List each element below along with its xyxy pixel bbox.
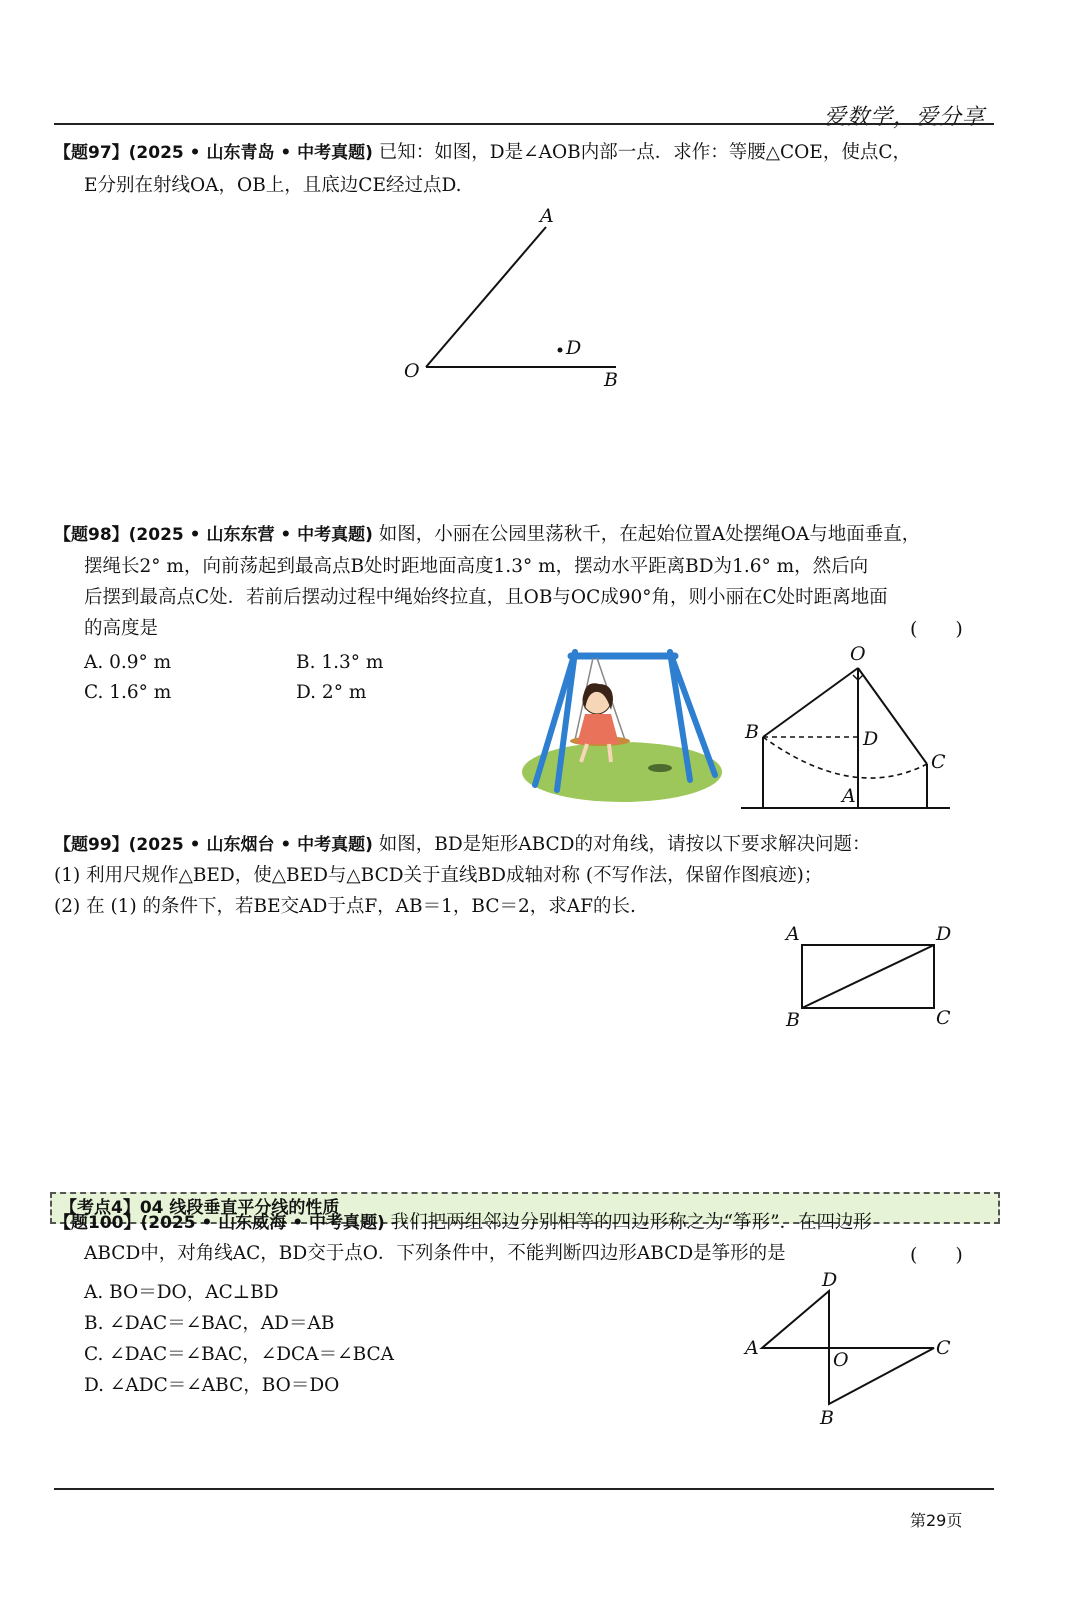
question-number: 【题99】(2025 • 山东烟台 • 中考真题) [54, 835, 373, 855]
q100-line-2: ABCD中，对角线AC，BD交于点O．下列条件中，不能判断四边形ABCD是筝形的是 [84, 1243, 786, 1264]
q100-kite-figure [740, 1268, 965, 1428]
footer-rule [54, 1488, 994, 1490]
label-d: D [936, 923, 952, 945]
q100-answer-paren: ( ) [910, 1244, 963, 1266]
q100-option-b: B. ∠DAC＝∠BAC，AD＝AB [84, 1313, 335, 1334]
q98-line-1 [54, 522, 920, 548]
girl-leg-right [609, 744, 611, 762]
label-a: A [842, 785, 856, 807]
q99-line-2: (1) 利用尺规作△BED，使△BED与△BCD关于直线BD成轴对称 (不写作法，保留作图痕迹)； [54, 865, 823, 886]
label-o: O [850, 643, 866, 665]
label-c: C [936, 1337, 951, 1359]
ray-oa [426, 227, 546, 367]
q100-option-d: D. ∠ADC＝∠ABC，BO＝DO [84, 1375, 340, 1396]
question-text: 如图，小丽在公园里荡秋千，在起始位置A处摆绳OA与地面垂直， [372, 524, 921, 545]
label-b: B [820, 1407, 834, 1428]
girl-dress [577, 714, 619, 744]
question-text: 如图，BD是矩形ABCD的对角线，请按以下要求解决问题： [372, 834, 871, 855]
label-a: A [786, 923, 800, 945]
swing-illustration [515, 640, 730, 810]
q99-line-3: (2) 在 (1) 的条件下，若BE交AD于点F，AB＝1，BC＝2，求AF的长. [54, 896, 636, 917]
q99-rectangle-figure [780, 920, 960, 1035]
q99-line-1 [54, 832, 871, 858]
question-number: 【题100】(2025 • 山东威海 • 中考真题) [54, 1213, 385, 1233]
label-b: B [745, 721, 759, 743]
question-number: 【题97】(2025 • 山东青岛 • 中考真题) [54, 143, 373, 163]
q97-angle-figure [380, 200, 660, 400]
label-d: D [566, 337, 582, 359]
label-a: A [540, 205, 554, 227]
q98-line-2: 摆绳长2° m，向前荡起到最高点B处时距地面高度1.3° m，摆动水平距离BD为1.6° m，然后向 [84, 556, 869, 577]
kaodian-label: 【考点4】04 线段垂直平分线的性质 [60, 1198, 340, 1218]
point-d [558, 348, 563, 353]
rope-ob [763, 668, 858, 737]
q98-swing-diagram [735, 640, 960, 815]
header-motto: 爱数学，爱分享 [823, 105, 985, 130]
label-a: A [745, 1337, 759, 1359]
q98-answer-paren: ( ) [910, 618, 963, 640]
header-rule [54, 123, 994, 125]
page-number: 第29页 [910, 1511, 963, 1530]
question-number: 【题98】(2025 • 山东东营 • 中考真题) [54, 525, 373, 545]
label-b: B [786, 1009, 800, 1031]
label-d: D [822, 1269, 838, 1291]
label-o: O [833, 1349, 849, 1371]
question-text: 已知：如图，D是∠AOB内部一点．求作：等腰△COE，使点C， [372, 142, 911, 163]
q98-option-d: D. 2° m [296, 682, 367, 703]
q98-option-b: B. 1.3° m [296, 652, 384, 673]
label-d: D [863, 728, 879, 750]
swing-arc [763, 737, 927, 778]
q100-option-a: A. BO＝DO，AC⊥BD [84, 1282, 279, 1303]
q97-line-2: E分别在射线OA，OB上，且底边CE经过点D. [84, 175, 462, 196]
q98-option-c: C. 1.6° m [84, 682, 172, 703]
question-text: 我们把两组邻边分别相等的四边形称之为“筝形”．在四边形 [384, 1212, 873, 1233]
q98-option-a: A. 0.9° m [84, 652, 172, 673]
q100-option-c: C. ∠DAC＝∠BAC，∠DCA＝∠BCA [84, 1344, 395, 1365]
q97-line-1 [54, 140, 911, 166]
q98-line-4: 的高度是 [84, 618, 159, 639]
label-o: O [404, 360, 420, 382]
grass-ground [522, 742, 722, 802]
label-b: B [604, 369, 618, 391]
label-c: C [931, 751, 946, 773]
ground-shadow [648, 764, 672, 772]
label-c: C [936, 1007, 951, 1029]
q98-line-3: 后摆到最高点C处．若前后摆动过程中绳始终拉直，且OB与OC成90°角，则小丽在C处时距离地面 [84, 587, 888, 608]
q100-line-1 [54, 1210, 872, 1236]
diagonal-bd [802, 945, 934, 1008]
